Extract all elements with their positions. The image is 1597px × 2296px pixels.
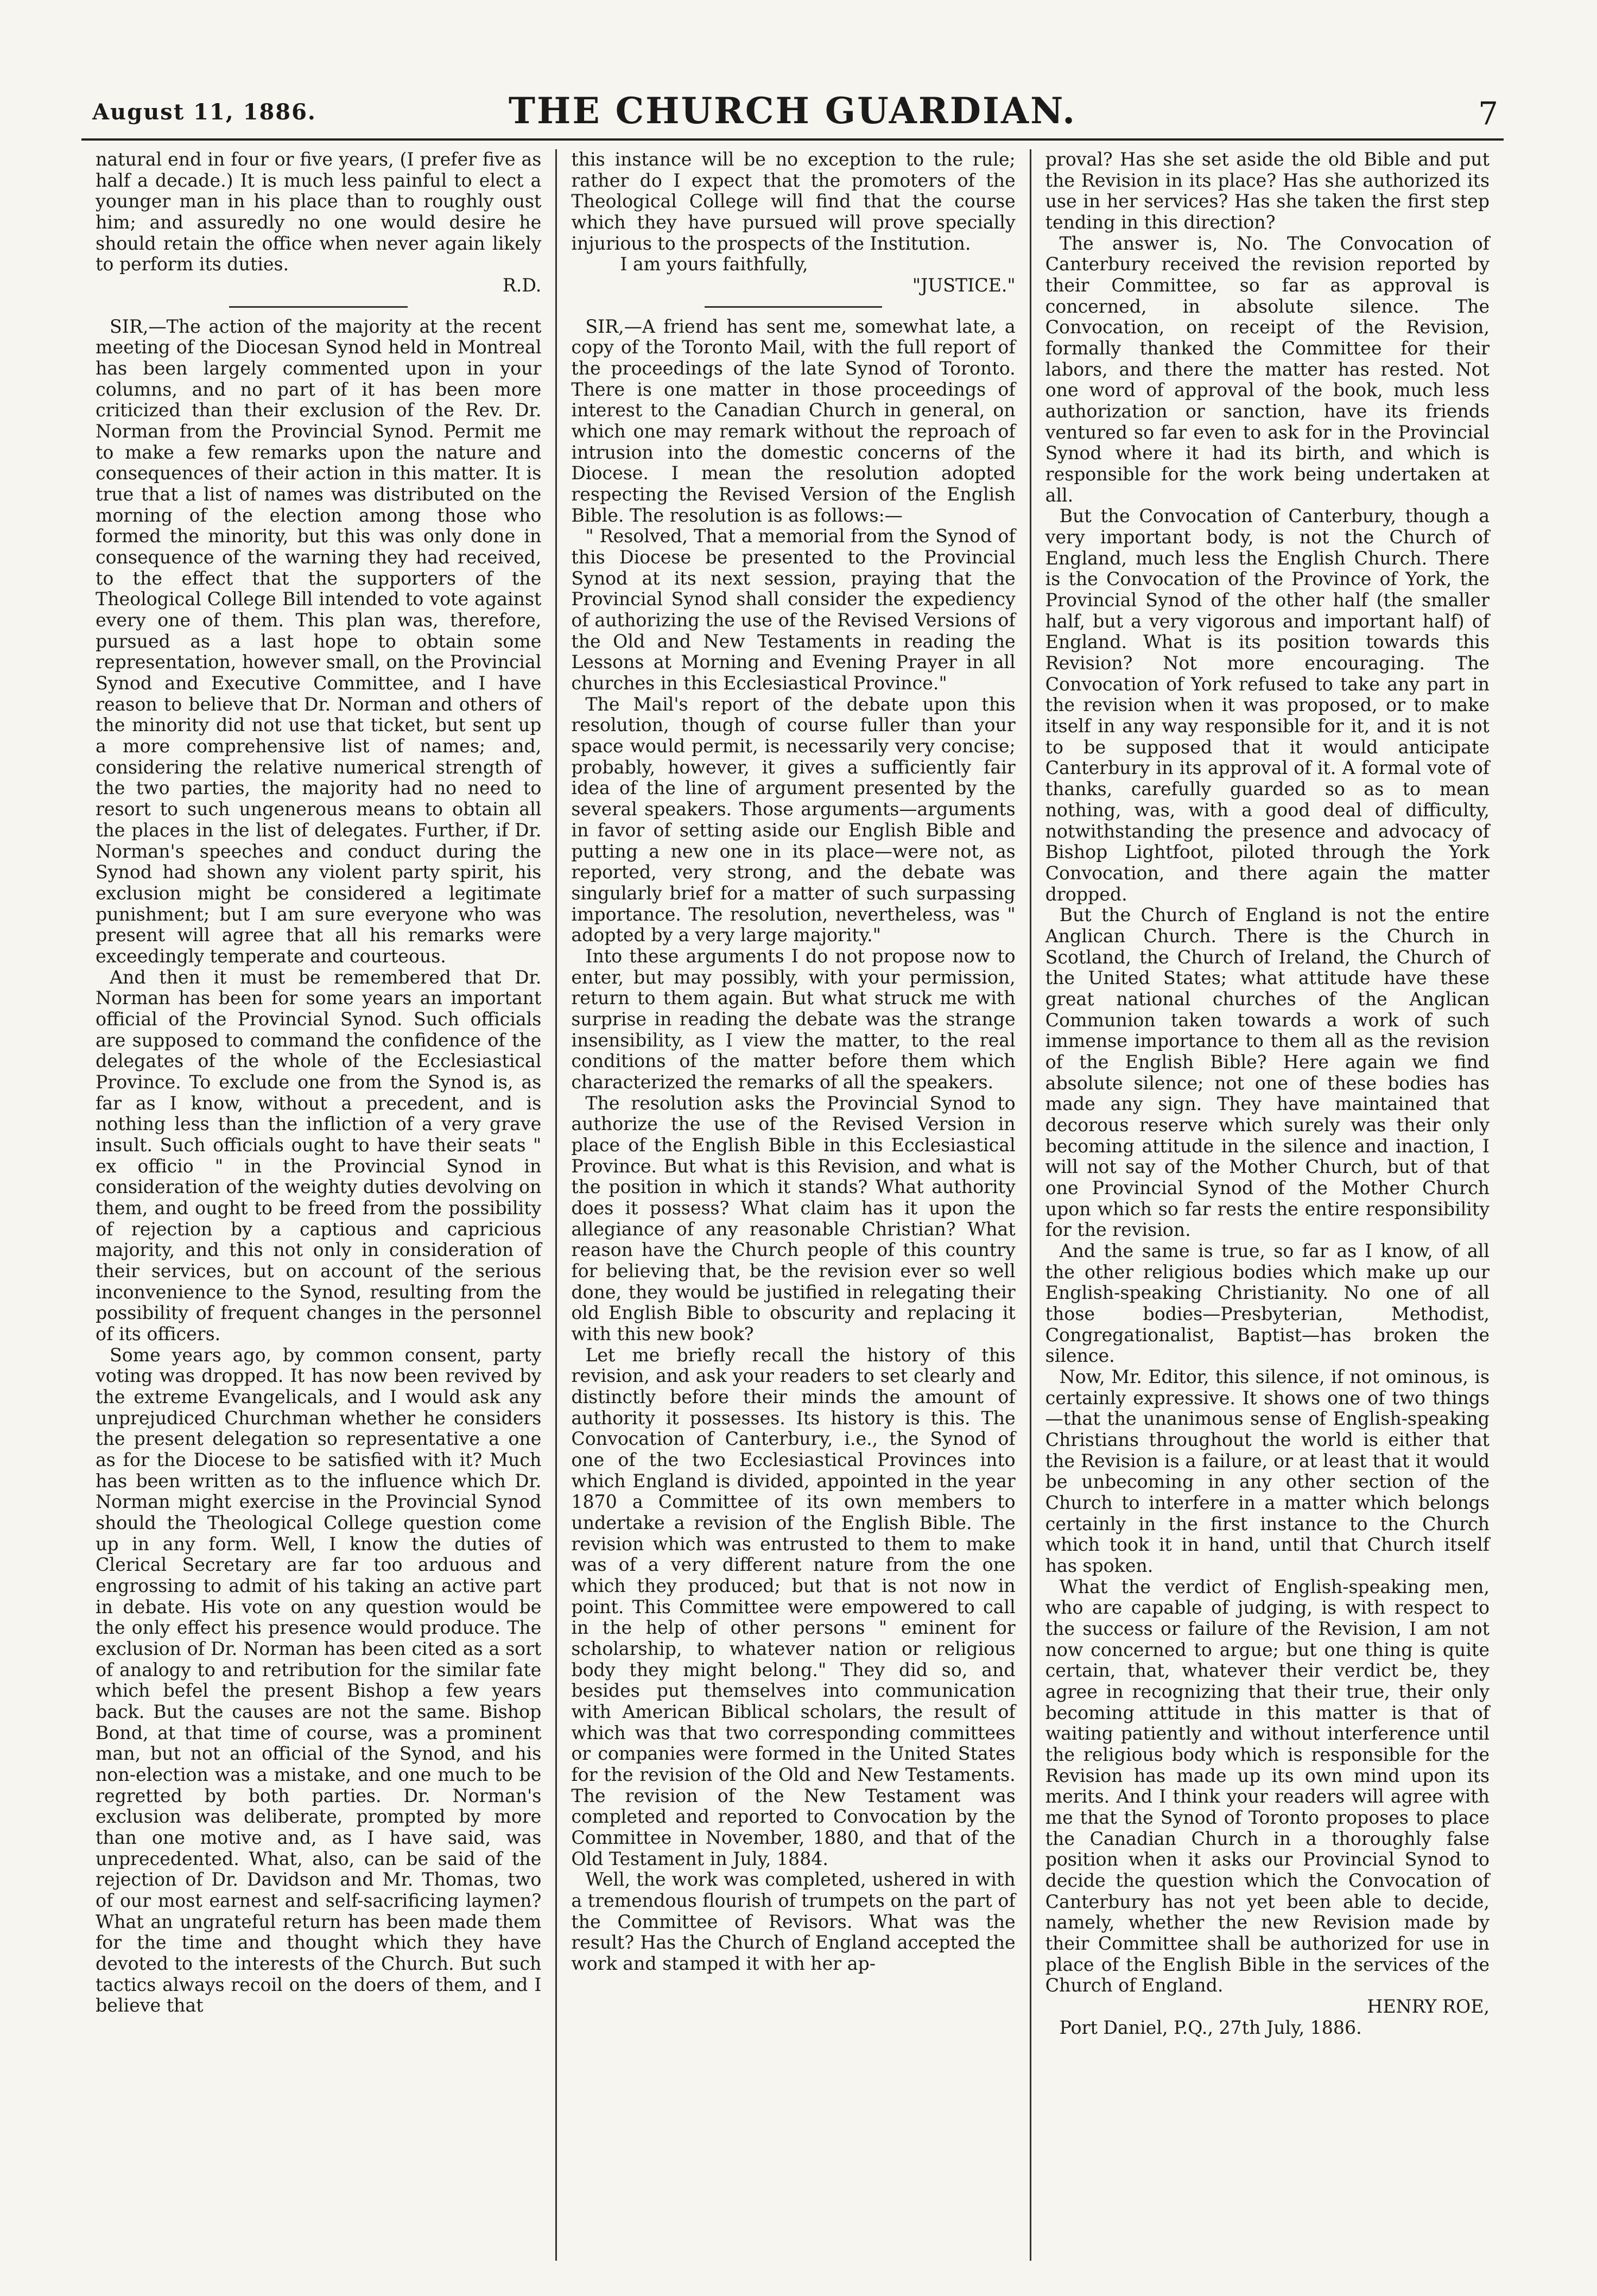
paragraph: The resolution asks the Provincial Synod to authorize the use of the Revised Version in place of the English Bible in this Ecclesiastical Province. But what is this Revision, and what is the position in which it stands? What authority does it possess? What claim has it upon the allegiance of any reasonable Christian? What reason have the Church people of this country for believing that, be the revision ever so well done, they would be justified in relegating their old English Bible to obscurity and replacing it with this new book? [571,1092,1016,1344]
closing-line: I am yours faithfully, [620,253,808,275]
column-1 [81,149,555,2261]
signature: HENRY ROE, [1367,1996,1490,2018]
masthead-title: THE CHURCH GUARDIAN. [508,90,1077,132]
column-2 [555,149,1029,2261]
dateline: Port Daniel, P.Q., 27th July, 1886. [1059,2016,1362,2038]
issue-date: August 11, 1886. [92,99,316,125]
article-columns [81,149,1504,2261]
paragraph: SIR,—A friend has sent me, somewhat late, a copy of the Toronto Mail, with the full report of the proceedings of the late Synod of Toronto. There is one matter in those proceedings of interest to the Canadian Church in general, on which one may remark without the reproach of intrusion into the domestic concerns of the Diocese. I mean the resolution adopted respecting the Revised Version of the English Bible. The resolution is as follows:— [571,315,1016,526]
paragraph: What the verdict of English-speaking men, who are capable of judging, is with respect to the success or failure of the Revision, I am not now concerned to argue; but one thing is quite certain, that, whatever their verdict be, they agree in recognizing that their true, their only becoming attitude in this matter is that of waiting patiently and without interference until the religious body which is responsible for the Revision has made up its own mind upon its merits. And I think your readers will agree with me that the Synod of Toronto proposes to place the Canadian Church in a thoroughly false position when it asks our Provincial Synod to decide the question which the Convocation of Canterbury has not yet been able to decide, namely, whether the new Revision made by their Committee shall be authorized for use in place of the English Bible in the services of the Church of England. [1045,1576,1490,1996]
paragraph: Some years ago, by common consent, party voting was dropped. It has now been revived by the extreme Evangelicals, and I would ask any unprejudiced Churchman whether he considers the present delegation so representative a one as for the Diocese to be satisfied with it? Much has been written as to the influence which Dr. Norman might exercise in the Provincial Synod should the Theological College question come up in any form. Well, I know the duties of Clerical Secretary are far too arduous and engrossing to admit of his taking an active part in debate. His vote on any question would be the only effect his presence would produce. The exclusion of Dr. Norman has been cited as a sort of analogy to and retribution for the similar fate which befel the present Bishop a few years back. But the causes are not the same. Bishop Bond, at that time of course, was a prominent man, but not an official of the Synod, and his non-election was a mistake, and one much to be regretted by both parties. Dr. Norman's exclusion was deliberate, prompted by more than one motive and, as I have said, was unprecedented. What, also, can be said of the rejection of Dr. Davidson and Mr. Thomas, two of our most earnest and self-sacrificing laymen? What an ungrateful return has been made them for the time and thought which they have devoted to the interests of the Church. But such tactics always recoil on the doers of them, and I believe that [96,1344,542,2016]
page-header [81,90,1504,141]
divider [705,306,882,308]
divider [229,306,408,308]
paragraph: And the same is true, so far as I know, of all the other religious bodies which make up our English-speaking Christianity. No one of all those bodies—Presbyterian, Methodist, Congregationalist, Baptist—has broken the silence. [1045,1240,1490,1367]
paragraph: The Mail's report of the debate upon this resolution, though of course fuller than your space would permit, is necessarily very concise; probably, however, it gives a sufficiently fair idea of the line of argument presented by the several speakers. Those arguments—arguments in favor of setting aside our English Bible and putting a new one in its place—were not, as reported, very strong, and the debate was singularly brief for a matter of such surpassing importance. The resolution, nevertheless, was " adopted by a very large majority." [571,693,1016,946]
paragraph: The answer is, No. The Convocation of Canterbury received the revision reported by their Committee, so far as approval is concerned, in absolute silence. The Convocation, on receipt of the Revision, formally thanked the Committee for their labors, and there the matter has rested. Not one word of approval of the book, much less authorization or sanction, have its friends ventured so far even to ask for in the Provincial Synod where it had its birth, and which is responsible for the work being undertaken at all. [1045,232,1490,506]
paragraph: Well, the work was completed, ushered in with a tremendous flourish of trumpets on the part of the Committee of Revisors. What was the result? Has the Church of England accepted the work and stamped it with her ap- [571,1869,1016,1975]
paragraph: SIR,—The action of the majority at the recent meeting of the Diocesan Synod held in Montreal has been largely commented upon in your columns, and no part of it has been more criticized than their exclusion of the Rev. Dr. Norman from the Provincial Synod. Permit me to make a few remarks upon the nature and consequences of their action in this matter. It is true that a list of names was distributed on the morning of the election among those who formed the minority, but this was only done in consequence of the warning they had received, to the effect that the supporters of the Theological College Bill intended to vote against every one of them. This plan was, therefore, pursued as a last hope to obtain some representation, however small, on the Provincial Synod and Executive Committee, and I have reason to believe that Dr. Norman and others of the minority did not use that ticket, but sent up a more comprehensive list of names; and, considering the relative numerical strength of the two parties, the majority had no need to resort to such ungenerous means to obtain all the places in the list of delegates. Further, if Dr. Norman's speeches and conduct during the Synod had shown any violent party spirit, his exclusion might be considered a legitimate punishment; but I am sure everyone who was present will agree that all his remarks were exceedingly temperate and courteous. [96,315,542,967]
paragraph: natural end in four or five years, (I prefer five as half a decade.) It is much less painful to elect a younger man in his place than to roughly oust him; and assuredly no one would desire he should retain the office when never again likely to perform its duties. [96,149,542,275]
paragraph: And then it must be remembered that Dr. Norman has been for some years an important official of the Provincial Synod. Such officials are supposed to command the confidence of the delegates of the whole of the Ecclesiastical Province. To exclude one from the Synod is, as far as I know, without a precedent, and is nothing less than the infliction of a very grave insult. Such officials ought to have their seats " ex officio " in the Provincial Synod in consideration of the weighty duties devolving on them, and ought to be freed from the possibility of rejection by a captious and capricious majority, and this not only in consideration of their services, but on account of the serious inconvenience to the Synod, resulting from the possibility of frequent changes in the personnel of its officers. [96,966,542,1344]
paragraph: Let me briefly recall the history of this revision, and ask your readers to set clearly and distinctly before their minds the amount of authority it possesses. Its history is this. The Convocation of Canterbury, i.e., the Synod of one of the two Ecclesiastical Provinces into which England is divided, appointed in the year 1870 a Committee of its own members to undertake a revision of the English Bible. The revision which was entrusted to them to make was of a very different nature from the one which they produced; but that is not now in point. This Committee were empowered to call in the help of other persons " eminent for scholarship, to whatever nation or religious body they might belong." They did so, and besides put themselves into communication with American Biblical scholars, the result of which was that two corresponding committees or companies were formed in the United States for the revision of the Old and New Testaments. The revision of the New Testament was completed and reported to Convocation by the Committee in November, 1880, and that of the Old Testament in July, 1884. [571,1344,1016,1869]
page-number: 7 [1478,95,1498,132]
paragraph: this instance will be no exception to the rule; rather do I expect that the promoters of the Theological College will find that the course which they have pursued will prove specially injurious to the prospects of the Institution. [571,149,1016,254]
column-3 [1030,149,1504,2261]
paragraph: proval? Has she set aside the old Bible and put the Revision in its place? Has she authorized its use in her services? Has she taken the first step tending in this direction? [1045,149,1490,233]
paragraph: Now, Mr. Editor, this silence, if not ominous, is certainly expressive. It shows one of two things—that the unanimous sense of English-speaking Christians throughout the world is either that the Revision is a failure, or at least that it would be unbecoming in any other section of the Church to interfere in a matter which belongs certainly in the first instance to the Church which took it in hand, until that Church itself has spoken. [1045,1366,1490,1577]
paragraph: " Resolved, That a memorial from the Synod of this Diocese be presented to the Provincial Synod at its next session, praying that the Provincial Synod shall consider the expediency of authorizing the use of the Revised Versions of the Old and New Testaments in reading the Lessons at Morning and Evening Prayer in all churches in this Ecclesiastical Province." [571,525,1016,694]
paragraph: Into these arguments I do not propose now to enter, but may possibly, with your permission, return to them again. But what struck me with surprise in reading the debate was the strange insensibility, as I view the matter, to the real conditions of the matter before them which characterized the remarks of all the speakers. [571,945,1016,1093]
paragraph: But the Church of England is not the entire Anglican Church. There is the Church in Scotland, the Church of Ireland, the Church of the United States; what attitude have these great national churches of the Anglican Communion taken towards a work of such immense importance to them all as the revision of the English Bible? Here again we find absolute silence; not one of these bodies has made any sign. They have maintained that decorous reserve which surely was their only becoming attitude in the silence and inaction, I will not say of the Mother Church, but of that one Provincial Synod of the Mother Church upon which so far rests the entire responsibility for the revision. [1045,904,1490,1241]
paragraph: But the Convocation of Canterbury, though a very important body, is not the Church of England, much less the English Church. There is the Convocation of the Province of York, the Provincial Synod of the other half (the smaller half, but a very vigorous and important half) of England. What is its position towards this Revision? Not more encouraging. The Convocation of York refused to take any part in the revision when it was proposed, or to make itself in any way responsible for it, and it is not to be supposed that it would anticipate Canterbury in its approval of it. A formal vote of thanks, carefully guarded so as to mean nothing, was, with a good deal of difficulty, notwithstanding the presence and advocacy of Bishop Lightfoot, piloted through the York Convocation, and there again the matter dropped. [1045,505,1490,905]
signature: "JUSTICE." [912,275,1016,296]
signature: R.D. [502,275,542,296]
